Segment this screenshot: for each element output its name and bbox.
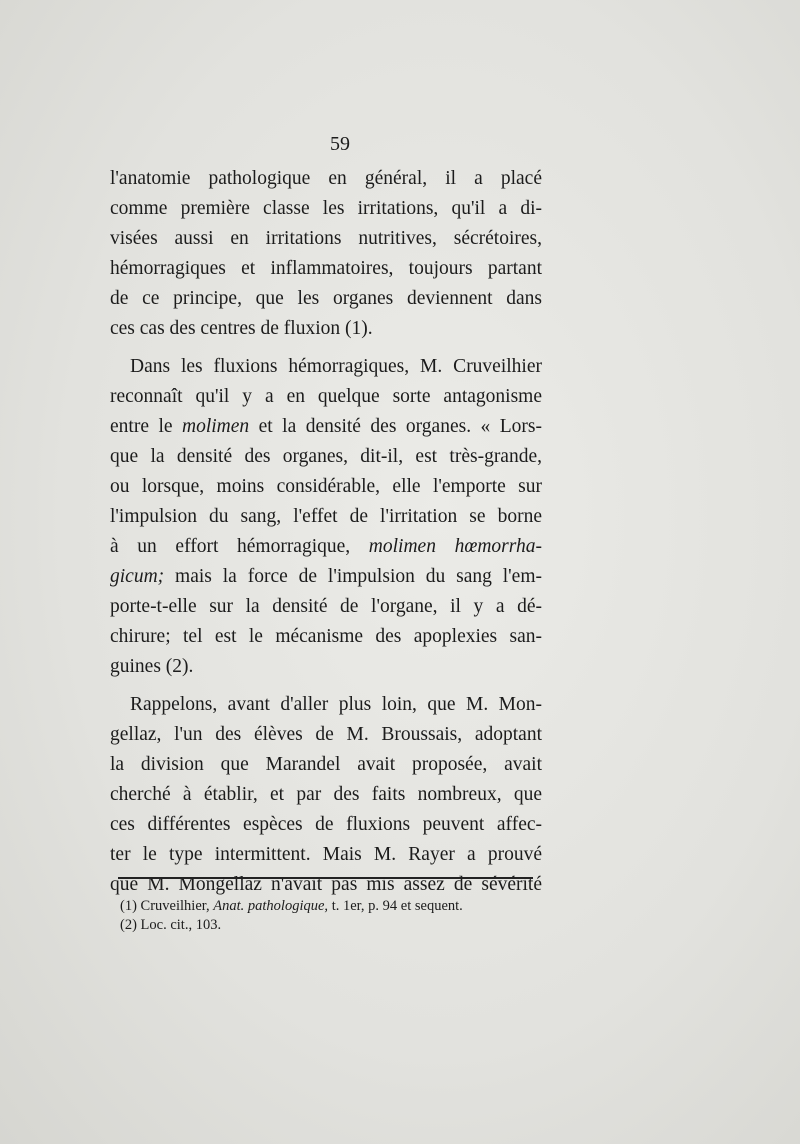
footnote-marker: (1) [120, 898, 137, 914]
footnote-1 [120, 897, 540, 916]
text-line: comme première classe les irritations, qu'il a di- [110, 198, 542, 219]
text-line: que la densité des organes, dit-il, est très-grande, [110, 446, 542, 467]
text-line: hémorragiques et inflammatoires, toujours partant [110, 258, 542, 279]
text-line: visées aussi en irritations nutritives, sécrétoires, [110, 228, 542, 249]
text-line: que M. Mongellaz n'avait pas mis assez de sévérité [110, 874, 542, 895]
text-line: entre le molimen et la densité des organes. « Lors- [110, 416, 542, 437]
body-text [110, 164, 542, 900]
footnote-ref: t. 1er, p. 94 et sequent. [331, 898, 463, 914]
footnote-rule [118, 877, 533, 879]
text-line: l'impulsion du sang, l'effet de l'irritation se borne [110, 506, 542, 527]
text-line: cherché à établir, et par des faits nombreux, que [110, 784, 542, 805]
page-number: 59 [330, 133, 350, 155]
footnotes [120, 897, 540, 935]
footnote-marker: (2) [120, 917, 137, 933]
footnote-2 [120, 916, 540, 935]
text-line: reconnaît qu'il y a en quelque sorte antagonisme [110, 386, 542, 407]
text-line: porte-t-elle sur la densité de l'organe, il y a dé- [110, 596, 542, 617]
footnote-author: Cruveilhier, [140, 898, 210, 914]
text-line: ter le type intermittent. Mais M. Rayer a prouvé [110, 844, 542, 865]
text-line: ces différentes espèces de fluxions peuvent affec- [110, 814, 542, 835]
text-line: Dans les fluxions hémorragiques, M. Cruveilhier [130, 356, 542, 377]
footnote-title: Anat. pathologique, [213, 898, 329, 914]
text-line: chirure; tel est le mécanisme des apoplexies san- [110, 626, 542, 647]
text-line: à un effort hémorragique, molimen hœmorrha- [110, 536, 542, 557]
text-line: gicum; mais la force de l'impulsion du sang l'em- [110, 566, 542, 587]
text-line: de ce principe, que les organes deviennent dans [110, 288, 542, 309]
text-line: Rappelons, avant d'aller plus loin, que M. Mon- [130, 694, 542, 715]
text-line: ces cas des centres de fluxion (1). [110, 318, 373, 339]
text-line: la division que Marandel avait proposée, avait [110, 754, 542, 775]
text-line: guines (2). [110, 656, 194, 677]
text-line: l'anatomie pathologique en général, il a placé [110, 168, 542, 189]
text-line: ou lorsque, moins considérable, elle l'emporte sur [110, 476, 542, 497]
footnote-text: Loc. cit., 103. [140, 917, 222, 933]
text-line: gellaz, l'un des élèves de M. Broussais, adoptant [110, 724, 542, 745]
